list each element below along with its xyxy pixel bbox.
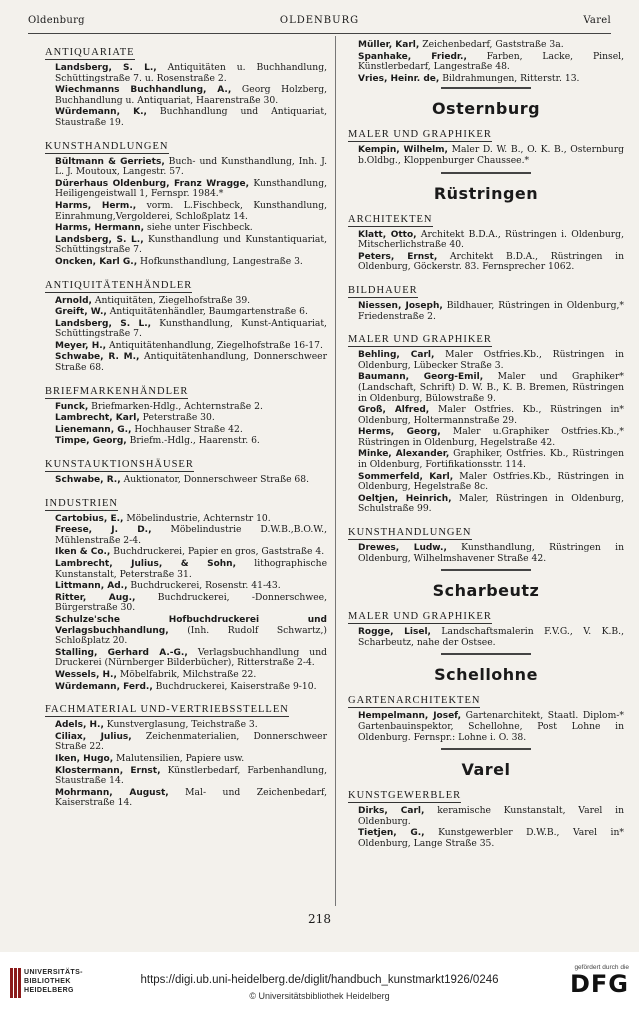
directory-entry: [55, 201, 327, 222]
right-column: [348, 40, 624, 855]
entry-name: Cartobius, E.,: [55, 513, 124, 524]
directory-entry: [358, 449, 624, 470]
library-name-line: BIBLIOTHEK: [24, 978, 71, 985]
directory-entry: [55, 581, 327, 592]
entry-details: Buchhandlung und Antiquariat, Staustraße 19.: [55, 106, 328, 128]
directory-entry: [55, 475, 327, 486]
entry-name: Sommerfeld, Karl,: [358, 471, 454, 482]
town-heading: Schellohne: [434, 665, 538, 685]
entry-star-mark: *: [619, 371, 624, 383]
library-name-line: HEIDELBERG: [24, 987, 74, 994]
directory-entry: [358, 472, 624, 493]
category-heading: BRIEFMARKENHÄNDLER: [45, 385, 189, 397]
category-entries: [358, 301, 624, 322]
continued-entries: [358, 40, 624, 84]
entry-details: Peterstraße 30.: [139, 412, 215, 424]
town-heading: Osternburg: [431, 99, 541, 119]
directory-entry: [55, 257, 327, 268]
category-entries: [55, 514, 327, 693]
category-heading: MALER UND GRAPHIKER: [348, 611, 492, 623]
entry-details: Maler und Graphiker (Landschaft, Schrift) D. W. B., K. B. Bremen, Rüstringen in Oldenburg, Bülowstraße 9.: [358, 371, 624, 404]
category-heading: ANTIQUITÄTENHÄNDLER: [45, 279, 193, 291]
entry-name: Drewes, Ludw.,: [358, 543, 447, 554]
town-heading: Scharbeutz: [432, 581, 540, 601]
entry-details: Maler u.Graphiker Ostfries.Kb., Rüstringen in Oldenburg, Hegelstraße 42.: [358, 426, 620, 448]
directory-entry: [358, 301, 624, 322]
entry-details: siehe unter Fischbeck.: [144, 222, 253, 234]
directory-entry: [55, 670, 327, 681]
town-sections: [348, 87, 624, 849]
directory-entry: [55, 307, 327, 318]
directory-entry: [55, 341, 327, 352]
permalink-url[interactable]: https://digi.ub.uni-heidelberg.de/diglit/handbuch_kunstmarkt1926/0246: [140, 974, 499, 986]
category-heading: KUNSTAUKTIONSHÄUSER: [45, 459, 194, 471]
entry-star-mark: *: [619, 710, 624, 722]
category-section: [45, 379, 327, 447]
entry-name: Baumann, Georg-Emil,: [358, 372, 484, 383]
entry-details: Zeichenmaterialien, Donnerschweer Straße 22.: [55, 730, 328, 753]
entry-name: Timpe, Georg,: [55, 436, 127, 447]
entry-name: Klatt, Otto,: [358, 229, 417, 240]
directory-entry: [55, 352, 327, 373]
category-section: [45, 273, 327, 374]
entry-details: Briefm.-Hdlg., Haarenstr. 6.: [126, 435, 260, 447]
directory-entry: [55, 413, 327, 424]
entry-details: Möbelfabrik, Milchstraße 22.: [116, 668, 257, 680]
entry-details: Zeichenbedarf, Gaststraße 3a.: [419, 39, 564, 50]
entry-details: Hochhauser Straße 42.: [131, 423, 243, 435]
entry-name: Müller, Karl,: [358, 40, 420, 50]
category-entries: [55, 402, 327, 447]
directory-entry: [55, 720, 327, 731]
entry-name: Iken & Co.,: [55, 547, 111, 558]
category-heading: KUNSTHANDLUNGEN: [45, 140, 169, 152]
directory-entry: [55, 107, 327, 128]
directory-entry: [358, 372, 624, 404]
directory-entry: [55, 63, 327, 84]
entry-details: Hofkunsthandlung, Langestraße 3.: [137, 255, 303, 267]
directory-entry: [55, 788, 327, 809]
entry-details: Antiquitätenhandlung, Donnerschweer Straße 68.: [55, 351, 327, 374]
category-section: [348, 122, 624, 166]
entry-name: Landsberg, S. L.,: [55, 234, 144, 245]
entry-details: Kunsthandlung und Kunstantiquariat, Schüttingstraße 7.: [55, 233, 327, 256]
town-separator: [441, 172, 531, 174]
directory-entry: [55, 732, 327, 753]
category-section: [45, 40, 327, 129]
directory-entry: [358, 40, 624, 51]
entry-name: Mohrmann, August,: [55, 787, 169, 798]
entry-name: Würdemann, K.,: [55, 107, 147, 118]
entry-details: Buchdruckerei, Papier en gros, Gaststraße 4.: [110, 546, 325, 558]
directory-entry: [55, 319, 327, 340]
entry-details: Kunstgewerbler D.W.B., Varel in Oldenburg, Lange Straße 35.: [358, 827, 620, 849]
category-section: [348, 783, 624, 849]
funder-label: gefördert durch die: [574, 964, 629, 971]
entry-star-mark: *: [619, 299, 624, 311]
entry-details: keramische Kunstanstalt, Varel in Oldenburg.: [358, 805, 625, 827]
category-section: [45, 452, 327, 486]
entry-name: Klostermann, Ernst,: [55, 765, 161, 776]
entry-name: Littmann, Ad.,: [55, 581, 128, 592]
directory-entry: [55, 682, 327, 693]
entry-name: Oeltjen, Heinrich,: [358, 493, 452, 504]
entry-name: Oncken, Karl G.,: [55, 256, 138, 267]
entry-details: Antiquitäten, Ziegelhofstraße 39.: [91, 294, 251, 306]
town-heading: Rüstringen: [433, 183, 539, 203]
entry-details: Auktionator, Donnerschweer Straße 68.: [120, 474, 310, 486]
category-heading: INDUSTRIEN: [45, 497, 118, 509]
category-entries: [55, 720, 327, 809]
directory-entry: [358, 494, 624, 515]
directory-entry: [358, 230, 624, 251]
entry-name: Arnold,: [55, 295, 92, 306]
category-heading: ANTIQUARIATE: [45, 47, 135, 58]
category-section: [348, 278, 624, 322]
directory-entry: [358, 52, 624, 73]
entry-details: Künstlerbedarf, Farbenhandlung, Staustraße 14.: [55, 764, 327, 787]
town-heading: Varel: [461, 760, 511, 780]
directory-entry: [55, 436, 327, 447]
entry-details: Kunsthandlung, Kunst-Antiquariat, Schüttingstraße 7.: [55, 317, 327, 340]
category-heading: KUNSTHANDLUNGEN: [348, 527, 472, 539]
town-separator: [441, 748, 531, 750]
category-entries: [55, 63, 327, 129]
entry-name: Peters, Ernst,: [358, 251, 438, 262]
category-entries: [358, 350, 624, 515]
directory-entry: [55, 615, 327, 647]
directory-entry: [55, 547, 327, 558]
entry-name: Würdemann, Ferd.,: [55, 681, 153, 692]
entry-name: Adels, H.,: [55, 720, 104, 731]
entry-details: lithographische Kunstanstalt, Peterstraße 31.: [55, 558, 328, 580]
category-entries: [55, 475, 327, 486]
directory-entry: [358, 828, 624, 849]
directory-entry: [358, 74, 624, 85]
category-section: [348, 327, 624, 515]
category-heading: FACHMATERIAL UND-VERTRIEBSSTELLEN: [45, 704, 289, 716]
entry-name: Ciliax, Julius,: [55, 731, 132, 742]
dfg-logo-text: DFG: [569, 970, 629, 998]
entry-details: Maler Ostfries.Kb., Rüstringen in Oldenburg, Hegelstraße 8c.: [358, 470, 624, 493]
viewer-footer: [0, 952, 639, 1013]
entry-details: (Inh. Rudolf Schwartz,) Schloßplatz 20.: [55, 624, 327, 647]
entry-name: Behling, Carl,: [358, 350, 435, 361]
entry-star-mark: *: [619, 827, 624, 839]
entry-name: Lambrecht, Julius, & Sohn,: [55, 559, 236, 569]
entry-details: Graphiker, Ostfries. Kb., Rüstringen in Oldenburg, Fortifikationsstr. 114.: [358, 448, 624, 471]
running-head-center: OLDENBURG: [279, 15, 360, 26]
directory-entry: [358, 145, 624, 166]
running-head-left: Oldenburg: [28, 15, 85, 26]
directory-entry: [55, 648, 327, 669]
entry-name: Rogge, Lisel,: [358, 627, 431, 638]
entry-details: Möbelindustrie D.W.B.,B.O.W., Mühlenstraße 2-4.: [55, 524, 327, 546]
category-section: [45, 491, 327, 693]
entry-details: Antiquitätenhändler, Baumgartenstraße 6.: [106, 306, 308, 318]
entry-name: Landsberg, S. L.,: [55, 63, 157, 73]
directory-entry: [358, 350, 624, 371]
entry-details: Antiquitätenhandlung, Ziegelhofstraße 16-17.: [106, 339, 323, 351]
column-divider: [335, 36, 336, 906]
entry-name: Schwabe, R.,: [55, 475, 121, 486]
category-section: [348, 207, 624, 273]
entry-details: Kunstverglasung, Teichstraße 3.: [103, 719, 258, 731]
town-separator: [441, 569, 531, 571]
directory-entry: [55, 402, 327, 413]
entry-details: Maler, Rüstringen in Oldenburg, Schulstraße 99.: [358, 492, 624, 515]
entry-name: Funck,: [55, 401, 89, 412]
category-section: [348, 604, 624, 648]
running-head-right: Varel: [583, 15, 611, 26]
entry-name: Niessen, Joseph,: [358, 300, 443, 311]
directory-entry: [358, 627, 624, 648]
entry-details: Buch- und Kunsthandlung, Inh. J. L. J. Moutoux, Langestr. 57.: [55, 155, 327, 178]
entry-name: Iken, Hugo,: [55, 753, 114, 764]
entry-name: Dirks, Carl,: [358, 806, 425, 817]
entry-name: Minke, Alexander,: [358, 449, 450, 460]
left-column: [45, 40, 327, 814]
directory-entry: [55, 766, 327, 787]
town-separator: [441, 87, 531, 89]
category-section: [348, 688, 624, 743]
category-heading: KUNSTGEWERBLER: [348, 790, 462, 802]
entry-name: Spanhake, Friedr.,: [358, 51, 467, 62]
directory-entry: [55, 296, 327, 307]
entry-details: Maler Ostfries.Kb., Rüstringen in Oldenburg, Lübecker Straße 3.: [358, 349, 624, 371]
directory-entry: [55, 754, 327, 765]
category-entries: [358, 806, 624, 849]
entry-star-mark: *: [619, 426, 624, 438]
directory-entry: [55, 179, 327, 200]
entry-details: Bildrahmungen, Ritterstr. 13.: [439, 72, 580, 84]
category-entries: [358, 145, 624, 166]
directory-entry: [55, 425, 327, 436]
directory-entry: [55, 559, 327, 580]
directory-entry: [55, 593, 327, 614]
entry-details: Buchdruckerei, -Donnerschwee, Bürgerstraße 30.: [55, 591, 328, 614]
entry-details: Mal- und Zeichenbedarf, Kaiserstraße 14.: [55, 786, 327, 809]
category-entries: [55, 157, 327, 268]
entry-name: Harms, Herm.,: [55, 200, 137, 211]
category-heading: ARCHITEKTEN: [348, 213, 433, 225]
directory-entry: [358, 427, 624, 448]
category-section: [45, 697, 327, 809]
entry-details: Möbelindustrie, Achternstr 10.: [123, 512, 271, 524]
entry-name: Lambrecht, Karl,: [55, 413, 140, 424]
entry-details: Farben, Lacke, Pinsel, Künstlerbedarf, Langestraße 48.: [358, 50, 625, 73]
running-head: [28, 15, 611, 31]
entry-details: Malutensilien, Papiere usw.: [113, 752, 245, 764]
entry-name: Groß, Alfred,: [358, 405, 430, 416]
category-entries: [358, 627, 624, 648]
directory-entry: [55, 235, 327, 256]
entry-name: Ritter, Aug.,: [55, 592, 136, 603]
entry-name: Dürerhaus Oldenburg, Franz Wragge,: [55, 178, 249, 189]
entry-name: Stalling, Gerhard A.-G.,: [55, 647, 188, 658]
directory-entry: [55, 157, 327, 178]
entry-details: Gartenarchitekt, Staatl. Diplom-Gartenbauinspektor, Schellohne, Post Lohne in Oldenburg. Fernspr.: Lohne i. O. 38.: [358, 710, 624, 743]
entry-name: Landsberg, S. L.,: [55, 318, 152, 329]
entry-details: Briefmarken-Hdlg., Achternstraße 2.: [88, 400, 263, 412]
entry-name: Herms, Georg,: [358, 427, 441, 438]
entry-details: Maler D. W. B., O. K. B., Osternburg b.Oldbg., Kloppenburger Chaussee.*: [358, 144, 624, 166]
entry-details: Buchdruckerei, Kaiserstraße 9-10.: [152, 680, 317, 692]
entry-details: Georg Holzberg, Buchhandlung u. Antiquariat, Haarenstraße 30.: [55, 84, 327, 106]
entry-name: Wessels, H.,: [55, 669, 117, 680]
entry-details: Architekt B.D.A., Rüstringen in Oldenburg, Göckerstr. 83. Fernsprecher 1062.: [358, 250, 624, 273]
town-separator: [441, 653, 531, 655]
entry-name: Hempelmann, Josef,: [358, 711, 462, 722]
entry-details: vorm. L.Fischbeck, Kunsthandlung, Einrahmung,Vergolderei, Schloßplatz 14.: [55, 199, 327, 222]
entry-details: Bildhauer, Rüstringen in Oldenburg, Friedenstraße 2.: [358, 299, 620, 322]
entry-name: Meyer, H.,: [55, 340, 107, 351]
entry-name: Bültmann & Gerriets,: [55, 156, 165, 167]
directory-entry: [358, 405, 624, 426]
category-section: [45, 134, 327, 268]
funder-logo[interactable]: [563, 964, 629, 997]
entry-details: Verlagsbuchhandlung und Druckerei (Nürnberger Bilderbücher), Ritterstraße 2-4.: [55, 646, 327, 669]
entry-name: Freese, J. D.,: [55, 525, 152, 536]
entry-details: Buchdruckerei, Rosenstr. 41-43.: [127, 580, 281, 592]
directory-entry: [358, 543, 624, 564]
directory-entry: [55, 525, 327, 546]
page-number: 218: [308, 912, 331, 926]
category-heading: BILDHAUER: [348, 284, 418, 296]
directory-entry: [55, 514, 327, 525]
entry-name: Schulze'sche Hofbuchdruckerei und Verlagsbuchhandlung,: [55, 614, 327, 636]
category-entries: [358, 230, 624, 273]
entry-name: Harms, Hermann,: [55, 223, 145, 234]
entry-name: Lienemann, G.,: [55, 424, 132, 435]
directory-entry: [358, 252, 624, 273]
category-heading: MALER UND GRAPHIKER: [348, 129, 492, 141]
directory-entry: [55, 223, 327, 234]
entry-name: Vries, Heinr. de,: [358, 73, 440, 84]
category-entries: [358, 711, 624, 743]
entry-star-mark: *: [619, 404, 624, 416]
entry-details: Maler Ostfries. Kb., Rüstringen in Oldenburg, Holtermannstraße 29.: [358, 404, 620, 426]
category-heading: MALER UND GRAPHIKER: [348, 334, 492, 346]
category-section: [348, 520, 624, 564]
entry-name: Tietjen, G.,: [358, 828, 425, 839]
directory-entry: [358, 711, 624, 743]
entry-name: Kempin, Wilhelm,: [358, 145, 448, 156]
entry-details: Kunsthandlung, Rüstringen in Oldenburg, Wilhelmshavener Straße 42.: [358, 542, 624, 564]
header-rule: [28, 33, 611, 34]
category-entries: [55, 296, 327, 374]
entry-name: Greift, W.,: [55, 307, 107, 318]
directory-entry: [358, 806, 624, 827]
directory-entry: [55, 85, 327, 106]
entry-details: Architekt B.D.A., Rüstringen i. Oldenburg, Mitscherlichstraße 40.: [358, 228, 624, 251]
library-name-line: UNIVERSITÄTS-: [24, 969, 83, 976]
entry-details: Antiquitäten u. Buchhandlung, Schüttingstraße 7. u. Rosenstraße 2.: [55, 62, 327, 84]
category-entries: [358, 543, 624, 564]
entry-details: Kunsthandlung, Heiligengeistwall 1, Fernspr. 1984.*: [55, 177, 328, 200]
category-heading: GARTENARCHITEKTEN: [348, 695, 481, 707]
copyright-notice: © Universitätsbibliothek Heidelberg: [249, 991, 390, 1001]
entry-name: Schwabe, R. M.,: [55, 352, 140, 363]
entry-details: Landschaftsmalerin F.V.G., V. K.B., Scharbeutz, nahe der Ostsee.: [358, 626, 624, 648]
entry-name: Wiechmanns Buchhandlung, A.,: [55, 85, 232, 96]
